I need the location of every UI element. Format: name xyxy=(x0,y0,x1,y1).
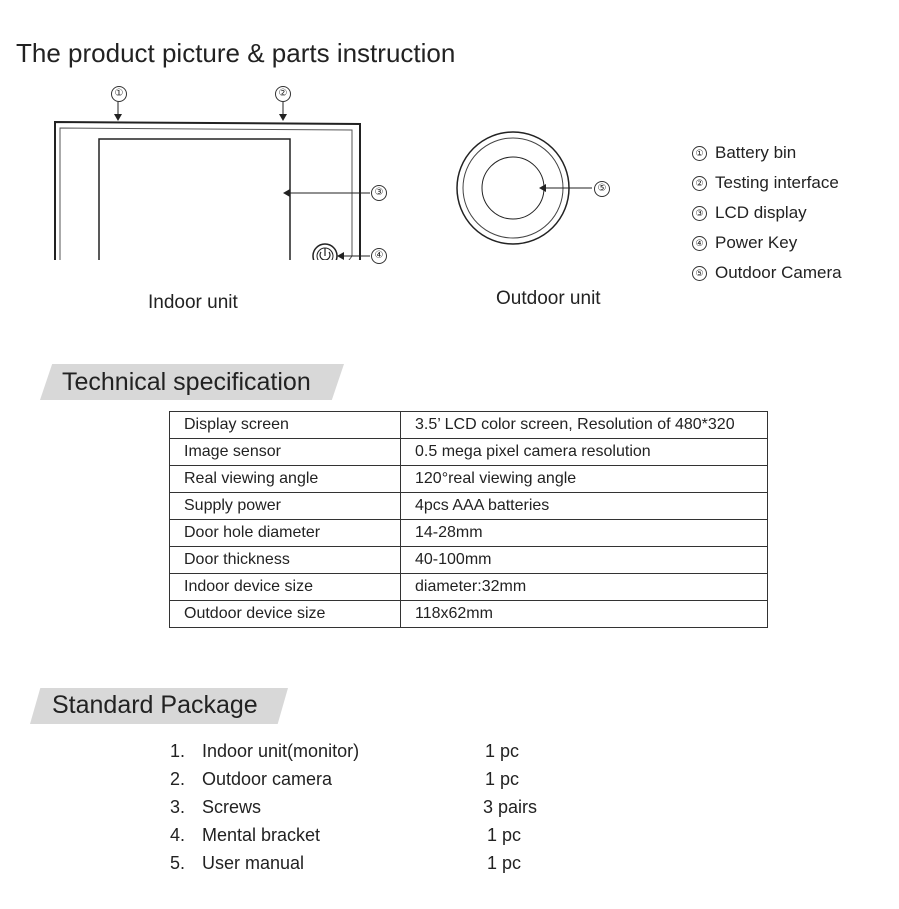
indoor-unit-label: Indoor unit xyxy=(148,292,238,313)
page-title: The product picture & parts instruction xyxy=(16,38,456,68)
item-name: Indoor unit(monitor) xyxy=(202,740,360,761)
table-row xyxy=(170,412,768,439)
item-name: User manual xyxy=(202,852,305,873)
item-qty: 1 pc xyxy=(487,824,522,845)
part-label: Outdoor Camera xyxy=(715,263,842,282)
part-label: Battery bin xyxy=(715,143,797,162)
spec-value: 40-100mm xyxy=(401,547,768,574)
part-number: ① xyxy=(692,146,707,161)
callout-1: ① xyxy=(111,86,127,102)
table-row xyxy=(170,547,768,574)
spec-value: 4pcs AAA batteries xyxy=(401,493,768,520)
part-label: Power Key xyxy=(715,233,798,252)
table-row xyxy=(170,520,768,547)
tech-spec-heading: Technical specification xyxy=(62,368,311,396)
list-item xyxy=(170,765,537,793)
item-name: Mental bracket xyxy=(202,824,321,845)
spec-value: diameter:32mm xyxy=(401,574,768,601)
spec-value: 14-28mm xyxy=(401,520,768,547)
package-heading: Standard Package xyxy=(52,691,258,719)
callout-5: ⑤ xyxy=(594,181,610,197)
table-row xyxy=(170,493,768,520)
spec-value: 0.5 mega pixel camera resolution xyxy=(401,439,768,466)
list-item xyxy=(692,198,842,228)
part-label: LCD display xyxy=(715,203,807,222)
item-qty: 1 pc xyxy=(485,740,520,761)
product-diagram xyxy=(0,80,660,260)
part-number: ④ xyxy=(692,236,707,251)
item-number: 5. xyxy=(170,852,186,873)
item-number: 4. xyxy=(170,824,186,845)
package-list xyxy=(170,737,537,877)
spec-key: Real viewing angle xyxy=(170,466,401,493)
list-item xyxy=(170,737,537,765)
part-number: ③ xyxy=(692,206,707,221)
spec-key: Outdoor device size xyxy=(170,601,401,628)
part-number: ② xyxy=(692,176,707,191)
part-label: Testing interface xyxy=(715,173,839,192)
part-number: ⑤ xyxy=(692,266,707,281)
indoor-unit-drawing xyxy=(55,122,360,260)
item-number: 3. xyxy=(170,796,186,817)
table-row xyxy=(170,466,768,493)
list-item xyxy=(170,849,537,877)
item-number: 1. xyxy=(170,740,186,761)
list-item xyxy=(692,228,842,258)
item-qty: 1 pc xyxy=(485,768,520,789)
spec-value: 120°real viewing angle xyxy=(401,466,768,493)
list-item xyxy=(170,793,537,821)
spec-table xyxy=(169,411,768,628)
spec-key: Display screen xyxy=(170,412,401,439)
table-row xyxy=(170,574,768,601)
item-qty: 1 pc xyxy=(487,852,522,873)
spec-key: Indoor device size xyxy=(170,574,401,601)
spec-key: Door thickness xyxy=(170,547,401,574)
lcd-screen xyxy=(99,139,290,260)
outdoor-unit-label: Outdoor unit xyxy=(496,288,601,309)
spec-value: 118x62mm xyxy=(401,601,768,628)
table-row xyxy=(170,439,768,466)
spec-key: Door hole diameter xyxy=(170,520,401,547)
list-item xyxy=(170,821,537,849)
callout-3: ③ xyxy=(371,185,387,201)
callout-2: ② xyxy=(275,86,291,102)
list-item xyxy=(692,168,842,198)
spec-value: 3.5’ LCD color screen, Resolution of 480*320 xyxy=(401,412,768,439)
table-row xyxy=(170,601,768,628)
item-qty: 3 pairs xyxy=(483,796,538,817)
item-name: Outdoor camera xyxy=(202,768,333,789)
parts-list xyxy=(692,138,842,288)
spec-key: Supply power xyxy=(170,493,401,520)
list-item xyxy=(692,138,842,168)
spec-key: Image sensor xyxy=(170,439,401,466)
callout-4: ④ xyxy=(371,248,387,264)
item-number: 2. xyxy=(170,768,186,789)
item-name: Screws xyxy=(202,796,262,817)
list-item xyxy=(692,258,842,288)
